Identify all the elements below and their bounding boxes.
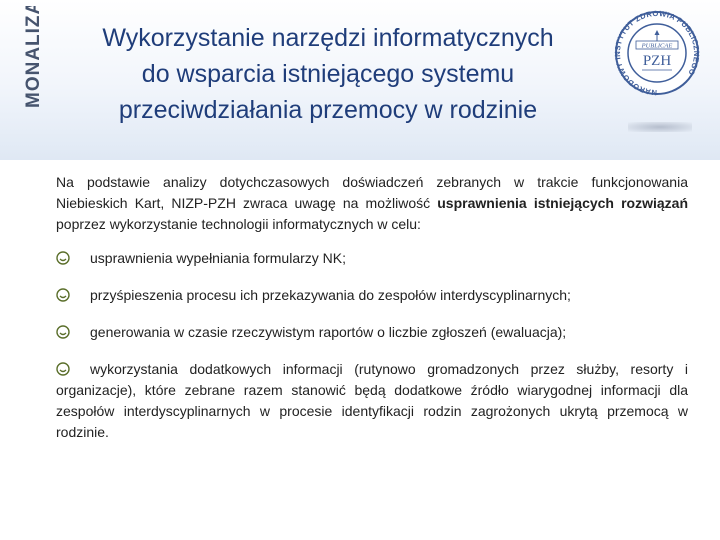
bullet-item [56, 322, 688, 343]
intro-text-1: Na podstawie analizy dotychczasowych doświadczeń zebranych w trakcie funkcjonowania Niebieskich Kart, NIZP-PZH zwraca uwagę na możliwość [56, 174, 688, 211]
bullet-text: generowania w czasie rzeczywistym raportów o liczbie zgłoszeń (ewaluacja); [90, 324, 567, 340]
nizp-pzh-seal [614, 10, 700, 102]
smiley-icon [56, 251, 70, 265]
title-line-3: przeciwdziałania przemocy w rodzinie [118, 96, 538, 124]
smiley-icon [56, 288, 70, 302]
bullet-item [56, 359, 688, 443]
seal-shadow [628, 122, 692, 132]
seal-emblem-icon [614, 10, 700, 102]
bullet-item [56, 248, 688, 269]
monaliza-logo [14, 6, 48, 110]
title-line-1: Wykorzystanie narzędzi informatycznych [102, 24, 554, 52]
bullet-item [56, 285, 688, 306]
title-line-2: do wsparcia istniejącego systemu [141, 60, 515, 88]
monaliza-logo-text: MONALIZA [23, 6, 44, 108]
seal-ring-text: NARODOWY I STYTUT ZDROWIA PUBLIC EGO [614, 10, 700, 98]
seal-band-text: PUBLICAE [641, 42, 673, 50]
intro-text-2: poprzez wykorzystanie technologii informatycznych w celu: [56, 216, 421, 232]
intro-paragraph [56, 172, 688, 235]
intro-bold-text: usprawnienia istniejących rozwiązań [437, 195, 689, 211]
smiley-icon [56, 325, 70, 339]
bullet-text: wykorzystania dodatkowych informacji (rutynowo gromadzonych przez służby, resorty i organizacje), które zebrane razem stanowić będą dodatkowe źródło wiarygodnej informacji dla zespołów interdyscyplinarnych w procesie identyfikacji rodzin zagrożonych ukrytą przemocą w rodzinie. [56, 361, 688, 440]
bullet-text: usprawnienia wypełniania formularzy NK; [90, 250, 347, 266]
smiley-icon [56, 362, 70, 376]
seal-center-text: PZH [642, 53, 672, 69]
page-title [50, 20, 606, 128]
main-content [56, 172, 688, 459]
bullet-text: przyśpieszenia procesu ich przekazywania do zespołów interdyscyplinarnych; [90, 287, 571, 303]
